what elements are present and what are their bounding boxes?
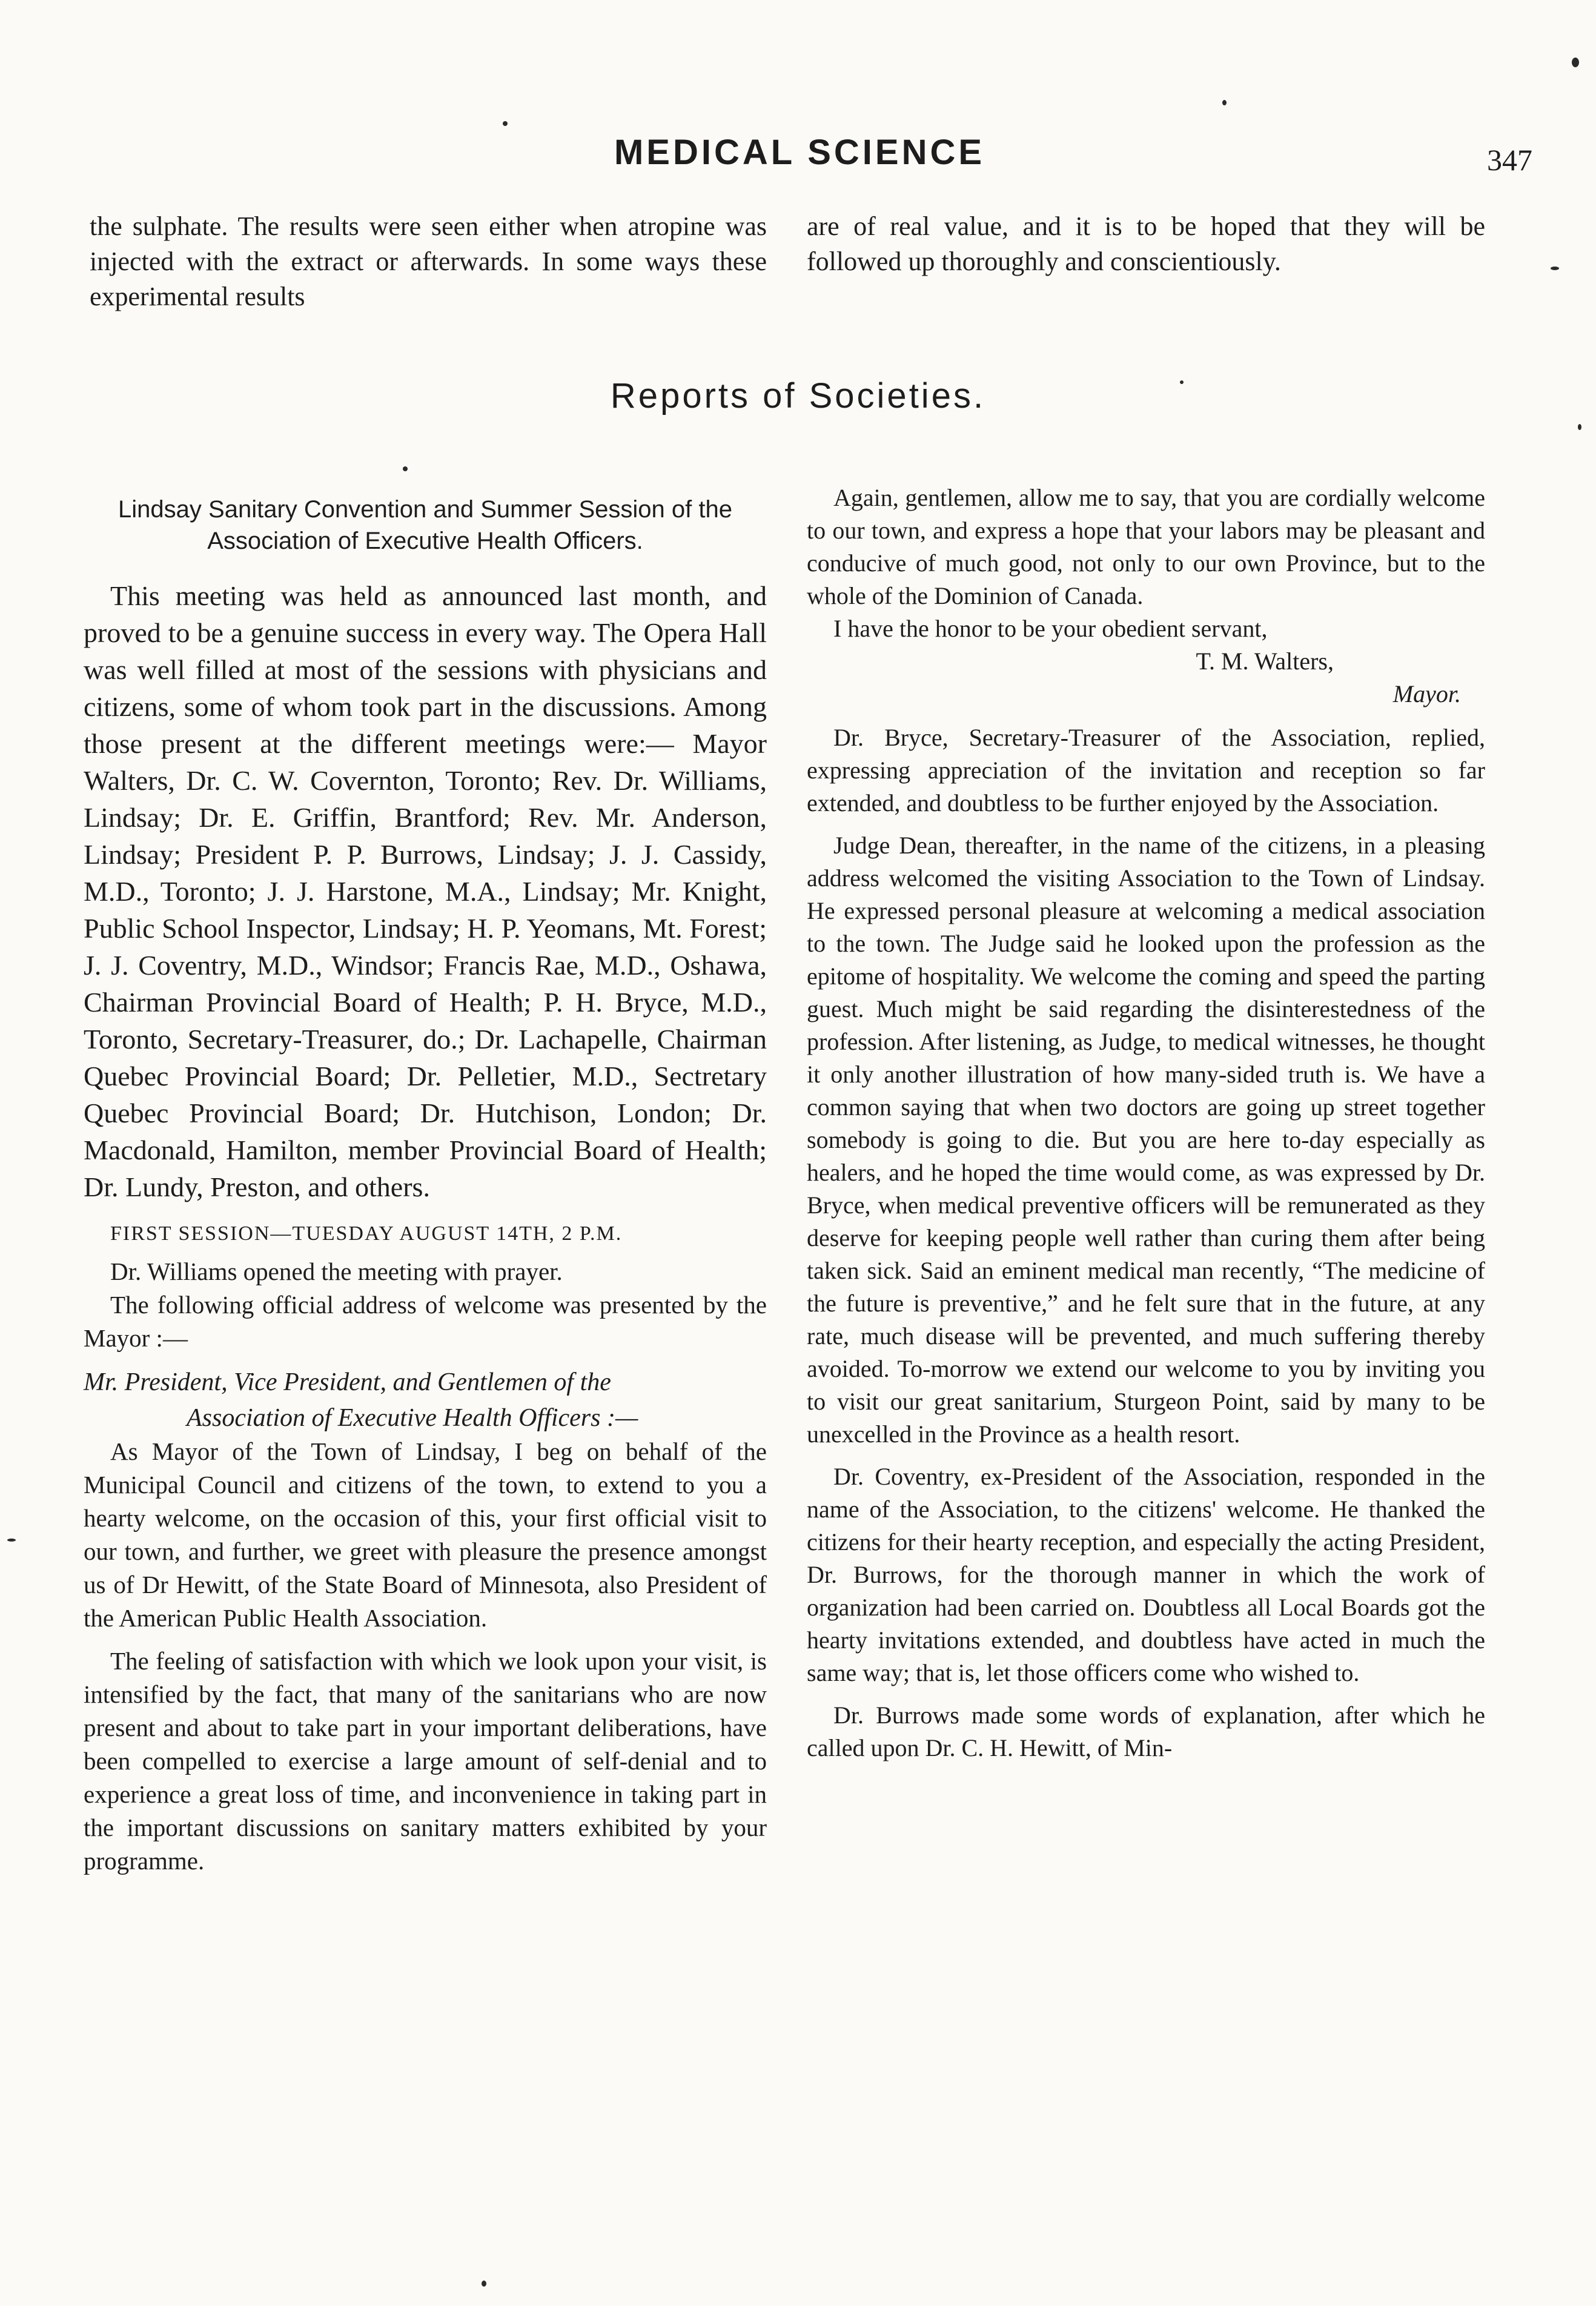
session-heading: FIRST SESSION—TUESDAY AUGUST 14TH, 2 P.M. [110, 1222, 623, 1245]
welcome-paragraph: As Mayor of the Town of Lindsay, I beg on behalf of the Municipal Council and citizens of the town, to extend to you a hearty welcome, on the occasion of this, your first official visit to our town, and further, we greet with pleasure the presence amongst us of Dr Hewitt, of the State Board of Minnesota, also President of the American Public Health Association. [84, 1437, 767, 1632]
print-speck [1551, 267, 1559, 270]
satisfaction-paragraph: The feeling of satisfaction with which we look upon your visit, is intensified by the fact, that many of the sanitarians who are now present and about to take part in your important deliberations, have been compelled to exercise a large amount of self-denial and to experience a great loss of time, and inconvenience in taking part in the important discussions on sanitary matters exhibited by your programme. [84, 1647, 767, 1875]
print-speck [482, 2281, 486, 2287]
article-left-column [84, 494, 767, 1878]
signature-name: T. M. Walters, [1196, 648, 1334, 675]
print-speck [503, 121, 508, 126]
continued-text-left: the sulphate. The results were seen either when atropine was injected with the extract or afterwards. In some ways these experimental results [90, 211, 767, 311]
dean-paragraph: Judge Dean, thereafter, in the name of the citizens, in a pleasing address welcomed the visiting Association to the Town of Lindsay. He expressed personal pleasure at welcoming a medical association to the town. The Judge said he looked upon the profession as the epitome of hospitality. We welcome the coming and speed the parting guest. Much might be said regarding the disinterestedness of the profession. After listening, as Judge, to medical witnesses, he thought it only another illustration of how many-sided truth is. We have a common saying that when two doctors are going up street together somebody is going to die. But you are here to-day especially as healers, and he hoped the time would come, as was expressed by Dr. Bryce, when medical preventive officers will be remunerated as they deserve for keeping people well rather than curing them after being taken sick. Said an eminent medical man recently, “The medicine of the future is preventive,” and he felt sure that in the future, at any rate, much disease will be prevented, and much suffering thereby avoided. To-morrow we extend our welcome to you by inviting you to visit our great sanitarium, Sturgeon Point, said by many to be unexcelled in the Province as a health resort. [807, 832, 1485, 1448]
address-intro-paragraph: The following official address of welcome was presented by the Mayor :— [84, 1291, 767, 1352]
print-speck [1578, 424, 1581, 430]
continued-text-right: are of real value, and it is to be hoped that they will be followed up thoroughly and conscientiously. [807, 211, 1485, 276]
burrows-paragraph: Dr. Burrows made some words of explanation, after which he called upon Dr. C. H. Hewitt, of Min- [807, 1701, 1485, 1761]
coventry-paragraph: Dr. Coventry, ex-President of the Association, responded in the name of the Association, to the citizens' welcome. He thanked the citizens for their hearty reception, and especially the acting President, Dr. Burrows, for the thorough manner in which the work of organization had been carried on. Doubtless all Local Boards got the hearty invitations extended, and doubtless have acted in much the same way; that is, let those officers come who wished to. [807, 1463, 1485, 1686]
article-heading: Lindsay Sanitary Convention and Summer Session of the Association of Executive Health Officers. [118, 496, 732, 554]
article-right-column [807, 482, 1485, 1764]
again-paragraph: Again, gentlemen, allow me to say, that you are cordially welcome to our town, and express a hope that your labors may be pleasant and conducive of much good, not only to our own Province, but to the whole of the Dominion of Canada. [807, 484, 1485, 609]
prayer-paragraph: Dr. Williams opened the meeting with prayer. [110, 1257, 563, 1285]
closing-line: I have the honor to be your obedient servant, [833, 615, 1268, 642]
print-speck [1222, 100, 1227, 105]
print-speck [7, 1539, 16, 1542]
page-number: 347 [1487, 143, 1532, 177]
signature-title: Mayor. [1392, 680, 1461, 707]
running-head: MEDICAL SCIENCE [614, 133, 985, 172]
section-title: Reports of Societies. [610, 376, 986, 416]
print-speck [403, 466, 408, 471]
intro-paragraph: This meeting was held as announced last month, and proved to be a genuine success in every way. The Opera Hall was well filled at most of the sessions with physicians and citizens, some of whom took part in the discussions. Among those present at the different meetings were:— Mayor Walters, Dr. C. W. Covernton, Toronto; Rev. Dr. Williams, Lindsay; Dr. E. Griffin, Brantford; Rev. Mr. Anderson, Lindsay; President P. P. Burrows, Lindsay; J. J. Cassidy, M.D., Toronto; J. J. Harstone, M.A., Lindsay; Mr. Knight, Public School Inspector, Lindsay; H. P. Yeomans, Mt. Forest; J. J. Coventry, M.D., Windsor; Francis Rae, M.D., Oshawa, Chairman Provincial Board of Health; P. H. Bryce, M.D., Toronto, Secretary-Treasurer, do.; Dr. Lachapelle, Chairman Quebec Provincial Board; Dr. Pelletier, M.D., Sectretary Quebec Provincial Board; Dr. Hutchison, London; Dr. Macdonald, Hamilton, member Provincial Board of Health; Dr. Lundy, Preston, and others. [84, 580, 767, 1202]
print-speck [1572, 58, 1579, 67]
print-speck [1180, 380, 1184, 384]
salutation-line-1: Mr. President, Vice President, and Gentlemen of the [84, 1368, 611, 1396]
bryce-paragraph: Dr. Bryce, Secretary-Treasurer of the Association, replied, expressing appreciation of the invitation and reception so far extended, and doubtless to be further enjoyed by the Association. [807, 724, 1485, 817]
salutation-line-2: Association of Executive Health Officers :— [187, 1404, 638, 1432]
